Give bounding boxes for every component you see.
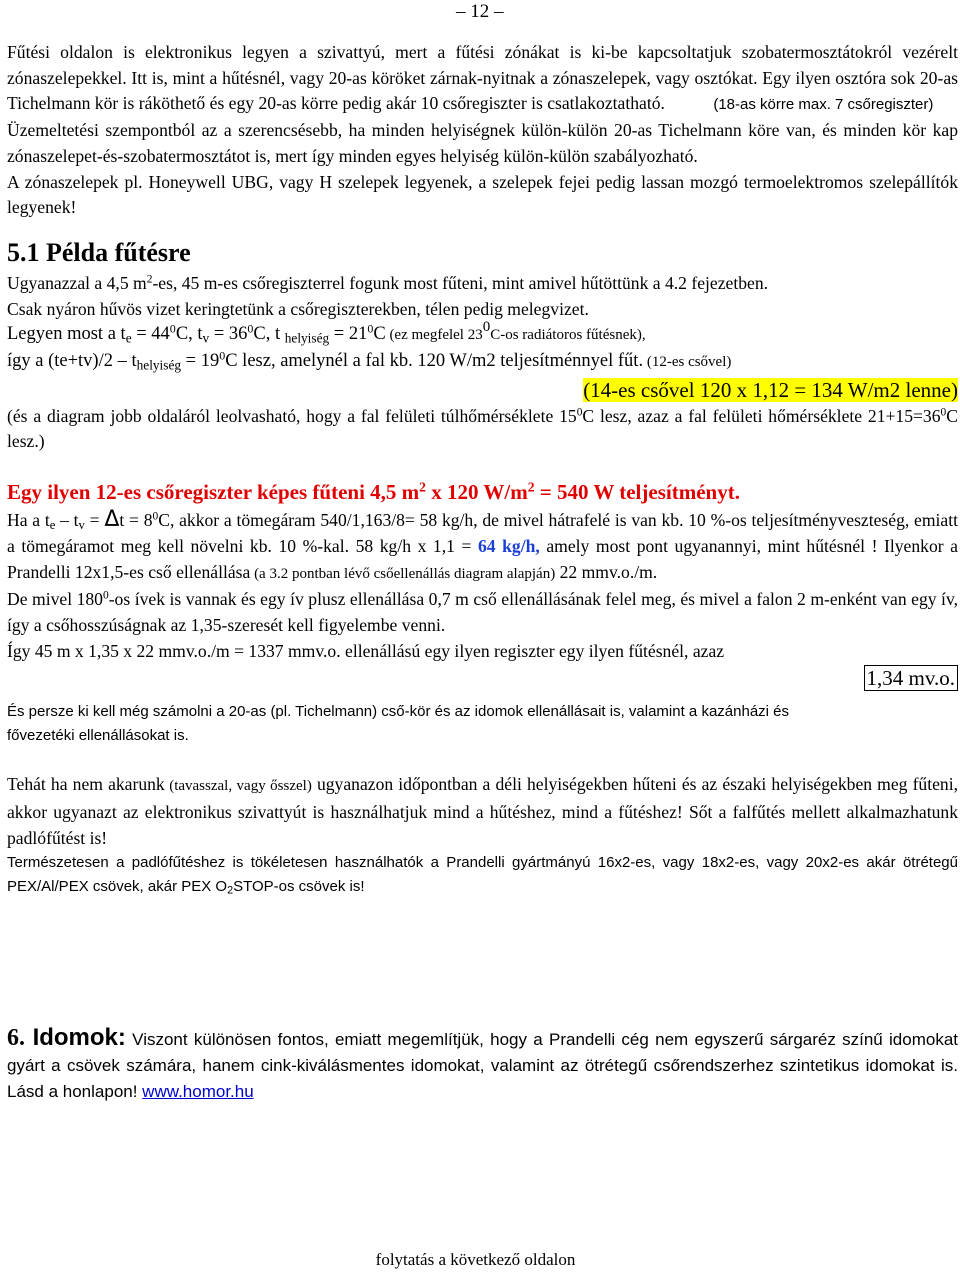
paragraph-resistance: Így 45 m x 1,35 x 22 mmv.o./m = 1337 mmv.o. ellenállású egy ilyen regiszter egy ilyen fűtésnél, azaz xyxy=(7,640,725,661)
paragraph-operation: Üzemeltetési szempontból az a szerencsésebb, ha minden helyiségnek külön-külön 20-as Tichelmann köre van, és minden kör kap zónaszelepet-és-szobatermosztátot is, mert így minden egyes helyiség külön-külön szabályozható. xyxy=(7,120,958,166)
delta-symbol: Δ xyxy=(104,507,120,533)
s5-line-5: (és a diagram jobb oldaláról leolvasható, hogy a fal felületi túlhőmérséklete $15^0C$ lesz, azaz a fal felületi hőmérséklete $21+15=36^0C$ lesz.) xyxy=(7,405,958,452)
paragraph-additional-resistance: És persze ki kell még számolni a 20-as (pl. Tichelmann) cső-kör és az idomok ellenállásait is, valamint a kazánházi és fővezetéki ellenállásokat is. xyxy=(7,703,789,745)
s5-highlight-line xyxy=(7,376,958,404)
s5-line-1: Ugyanazzal a 4,5 $m^2-es$, 45 m-es csőregiszterrel fogunk most fűteni, mint amivel hűtöttünk a 4.2 fejezetben. xyxy=(7,272,769,293)
section-6-idomok: 6. Idomok: Viszont különösen fontos, emiatt megemlítjük, hogy a Prandelli cég nem egyszerű sárgaréz színű idomokat gyárt a csövek számára, hanem cink-kiválásmentes idomokat, valamint az ötrétegű csőrendszerhez szintetikus idomokat is. Lásd a honlapon! www.homor.hu xyxy=(7,1024,958,1101)
s5-line-3: Legyen most a $t_e = 44^0C$, $t_v = 36^0C$, t $_{helyiség} = 21^0C$ (ez megfelel $23^0C-os$ radiátoros fűtésnek), xyxy=(7,319,646,346)
paragraph-zone-valves xyxy=(7,40,958,118)
homor-link[interactable]: www.homor.hu xyxy=(142,1081,254,1101)
paragraph-pex: Természetesen a padlófűtéshez is tökéletesen használhatók a Prandelli gyártmányú 16x2-es, vagy 18x2-es, vagy 20x2-es akár ötrétegű PEX/Al/PEX csövek, akár PEX $O_2STOP-os$ csövek is! xyxy=(7,854,958,898)
idomok-title: Idomok: xyxy=(32,1024,126,1052)
boxed-result-line xyxy=(7,664,958,692)
highlight-14mm: (14-es csővel 120 x 1,12 = 134 W/m2 lenne) xyxy=(583,377,958,402)
red-headline: Egy ilyen 12-es csőregiszter képes fűteni 4,5 $m^2$ x 120 $W/m^2 = 540$ W teljesítményt. xyxy=(7,479,740,505)
page-body xyxy=(7,0,958,1105)
paragraph-honeywell: A zónaszelepek pl. Honeywell UBG, vagy H szelepek legyenek, a szelepek fejei pedig lassan mozgó termoelektromos szelepállítók legyenek! xyxy=(7,171,958,218)
paragraph-cooling-heating: Tehát ha nem akarunk (tavasszal, vagy ősszel) ugyanazon időpontban a déli helyiségekben hűteni és az északi helyiségekben meg fűteni, akkor ugyanazt az elektronikus szivattyút is használhatjuk mind a hűtéshez, mind a fűtéshez! Sőt a falfűtés mellett alkalmazhatunk padlófűtést is! xyxy=(7,774,959,848)
page-number: – 12 – xyxy=(456,1,504,22)
s5-line-4: így a $(te+tv)/2 - t_{helyiség} = 19^0C$ lesz, amelynél a fal kb. 120 W/m2 teljesítménnyel fűt. (12-es csővel) xyxy=(7,348,732,373)
max-register-note: (18-as körre max. 7 csőregiszter) xyxy=(713,96,934,114)
paragraph-bends: De mivel $180^0-os$ ívek is vannak és egy ív plusz ellenállása 0,7 m cső ellenállásának felel meg, és mivel a falon 2 m-enként van egy ív, így a csőhosszúságnak az 1,35-szeresét kell figyelembe venni. xyxy=(7,589,959,635)
paragraph-text: Fűtési oldalon is elektronikus legyen a szivattyú, mert a fűtési zónákat is ki-be kapcsoltatjuk szobatermosztátokról vezérelt zónaszelepekkel. Itt is, mint a hűtésnél, vagy 20-as köröket zárnak-nyitnak a zónaszelepek, vagy osztókat. Egy ilyen osztóra sok 20-as Tichelmann kör is ráköthető és egy 20-as körre pedig akár 10 csőregiszter is csatlakoztatható. xyxy=(7,42,958,114)
mass-flow-value: 64 kg/h, xyxy=(477,535,540,556)
s5-line-2: Csak nyáron hűvös vizet keringtetünk a csőregiszterekben, télen pedig melegvizet. xyxy=(7,298,589,319)
paragraph-mass-flow: Ha a $t_e - t_v = \Delta t = 8^0C$, akkor a tömegáram 540/1,163/8= 58 kg/h, de mivel hátrafelé is van kb. 10 %-os teljesítményveszteség, emiatt a tömegáramot meg kell növelni kb. 10 %-kal. 58 kg/h x 1,1 = 64 kg/h, amely most pont ugyanannyi, mint hűtésnél ! Ilyenkor a Prandelli 12x1,5-es cső ellenállása (a 3.2 pontban lévő csőellenállás diagram alapján) 22 mmv.o./m. xyxy=(7,507,959,582)
boxed-result: 1,34 mv.o. xyxy=(864,665,958,691)
section-title-5-1: 5.1 Példa fűtésre xyxy=(7,237,191,267)
footer-continued: folytatás a következő oldalon xyxy=(375,1250,576,1269)
